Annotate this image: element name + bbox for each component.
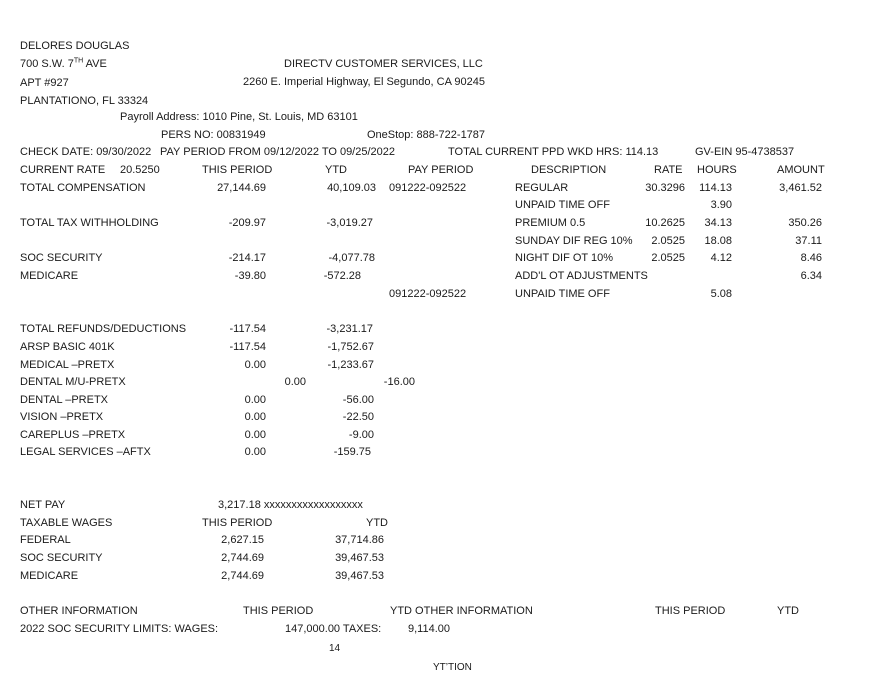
- other-info-ytd-2: YTD: [777, 605, 799, 617]
- onestop-phone: OneStop: 888-722-1787: [367, 129, 486, 141]
- footer-number: 14: [329, 643, 341, 654]
- employee-apt: APT #927: [20, 77, 69, 89]
- pay-period-range: PAY PERIOD FROM 09/12/2022 TO 09/25/2022: [160, 146, 396, 158]
- earning-hours: 114.13: [699, 182, 732, 194]
- earning-description: UNPAID TIME OFF: [515, 288, 610, 300]
- taxable-row-label: FEDERAL: [20, 534, 71, 546]
- soc-limits-wages: 147,000.00 TAXES:: [285, 623, 382, 635]
- summary-ytd: 40,109.03: [327, 182, 376, 194]
- summary-label: TOTAL COMPENSATION: [20, 182, 146, 194]
- earning-description: ADD'L OT ADJUSTMENTS: [515, 270, 648, 282]
- deduction-this-period: -117.54: [229, 323, 266, 335]
- deduction-label: CAREPLUS –PRETX: [20, 429, 126, 441]
- earning-hours: 18.08: [704, 235, 732, 247]
- taxable-ytd-header: YTD: [366, 517, 388, 529]
- earning-description: UNPAID TIME OFF: [515, 199, 610, 211]
- summary-this-period: -39.80: [234, 270, 266, 282]
- header-rate: RATE: [654, 164, 683, 176]
- summary-this-period: -209.97: [228, 217, 266, 229]
- pers-no: PERS NO: 00831949: [161, 129, 266, 141]
- deduction-this-period: 0.00: [244, 359, 266, 371]
- earning-rate: 2.0525: [651, 235, 685, 247]
- current-rate-label: CURRENT RATE: [20, 164, 106, 176]
- earning-hours: 3.90: [710, 199, 732, 211]
- summary-ytd: -3,019.27: [326, 217, 373, 229]
- header-ytd: YTD: [325, 164, 347, 176]
- deduction-ytd: -56.00: [342, 394, 374, 406]
- summary-label: MEDICARE: [20, 270, 79, 282]
- employee-city: PLANTATIONO, FL 33324: [20, 95, 149, 107]
- header-this-period: THIS PERIOD: [202, 164, 273, 176]
- employer-name: DIRECTV CUSTOMER SERVICES, LLC: [284, 58, 483, 70]
- employee-address: 700 S.W. 7TH AVE: [20, 57, 107, 70]
- taxable-row-label: SOC SECURITY: [20, 552, 103, 564]
- employer-address: 2260 E. Imperial Highway, El Segundo, CA 90245: [243, 76, 485, 88]
- earning-description: SUNDAY DIF REG 10%: [515, 235, 633, 247]
- deduction-ytd: -16.00: [383, 376, 415, 388]
- deduction-ytd: -159.75: [333, 446, 371, 458]
- deduction-ytd: -1,752.67: [327, 341, 374, 353]
- header-description: DESCRIPTION: [531, 164, 607, 176]
- soc-limits-label: 2022 SOC SECURITY LIMITS: WAGES:: [20, 623, 219, 635]
- earning-description: PREMIUM 0.5: [515, 217, 586, 229]
- deduction-ytd: -3,231.17: [326, 323, 373, 335]
- taxable-wages-label: TAXABLE WAGES: [20, 517, 113, 529]
- employee-name: DELORES DOUGLAS: [20, 40, 130, 52]
- deduction-this-period: 0.00: [284, 376, 306, 388]
- check-date: CHECK DATE: 09/30/2022: [20, 146, 152, 158]
- taxable-row-label: MEDICARE: [20, 570, 79, 582]
- earning-description: REGULAR: [515, 182, 569, 194]
- earning-amount: 350.26: [788, 217, 822, 229]
- summary-label: SOC SECURITY: [20, 252, 103, 264]
- taxable-ytd: 39,467.53: [335, 570, 384, 582]
- taxable-this-period: 2,744.69: [221, 552, 264, 564]
- summary-pay-period: 091222-092522: [389, 182, 467, 194]
- taxable-this-period: 2,744.69: [221, 570, 264, 582]
- earning-amount: 3,461.52: [779, 182, 822, 194]
- deduction-label: DENTAL –PRETX: [20, 394, 109, 406]
- deduction-label: TOTAL REFUNDS/DEDUCTIONS: [20, 323, 187, 335]
- deduction-this-period: 0.00: [244, 394, 266, 406]
- soc-limits-taxes: 9,114.00: [408, 623, 451, 635]
- summary-label: TOTAL TAX WITHHOLDING: [20, 217, 159, 229]
- deduction-this-period: 0.00: [244, 446, 266, 458]
- net-pay-label: NET PAY: [20, 499, 66, 511]
- earning-amount: 6.34: [800, 270, 822, 282]
- earning-rate: 10.2625: [645, 217, 685, 229]
- deduction-ytd: -22.50: [342, 411, 374, 423]
- summary-ytd: -4,077.78: [328, 252, 375, 264]
- other-info-ytd-other: YTD OTHER INFORMATION: [390, 605, 533, 617]
- header-hours: HOURS: [697, 164, 737, 176]
- total-hours: TOTAL CURRENT PPD WKD HRS: 114.13: [448, 146, 659, 158]
- deduction-this-period: 0.00: [244, 429, 266, 441]
- earning-rate: 30.3296: [645, 182, 685, 194]
- net-pay-value: 3,217.18 xxxxxxxxxxxxxxxxxx: [218, 499, 363, 511]
- header-amount: AMOUNT: [777, 164, 825, 176]
- earning-amount: 37.11: [795, 235, 822, 247]
- summary-ytd: -572.28: [323, 270, 361, 282]
- deduction-label: ARSP BASIC 401K: [20, 341, 115, 353]
- deduction-label: MEDICAL –PRETX: [20, 359, 115, 371]
- deduction-this-period: 0.00: [244, 411, 266, 423]
- header-pay-period: PAY PERIOD: [408, 164, 474, 176]
- earning-rate: 2.0525: [651, 252, 685, 264]
- second-pay-period: 091222-092522: [389, 288, 467, 300]
- earning-amount: 8.46: [800, 252, 822, 264]
- footer-ytd-text: YT’TION: [433, 662, 472, 673]
- earning-hours: 4.12: [710, 252, 732, 264]
- taxable-ytd: 39,467.53: [335, 552, 384, 564]
- other-info-this-period: THIS PERIOD: [243, 605, 314, 617]
- other-info-label: OTHER INFORMATION: [20, 605, 138, 617]
- deduction-this-period: -117.54: [229, 341, 266, 353]
- ein: GV-EIN 95-4738537: [695, 146, 795, 158]
- summary-this-period: -214.17: [228, 252, 266, 264]
- earning-hours: 34.13: [704, 217, 732, 229]
- earning-description: NIGHT DIF OT 10%: [515, 252, 614, 264]
- taxable-ytd: 37,714.86: [335, 534, 384, 546]
- taxable-this-period: 2,627.15: [221, 534, 264, 546]
- payroll-address: Payroll Address: 1010 Pine, St. Louis, MD 63101: [120, 111, 358, 123]
- deduction-ytd: -1,233.67: [327, 359, 374, 371]
- current-rate-value: 20.5250: [120, 164, 160, 176]
- summary-this-period: 27,144.69: [217, 182, 266, 194]
- deduction-label: VISION –PRETX: [20, 411, 104, 423]
- deduction-ytd: -9.00: [348, 429, 374, 441]
- earning-hours: 5.08: [710, 288, 732, 300]
- taxable-this-period-header: THIS PERIOD: [202, 517, 273, 529]
- other-info-this-period-2: THIS PERIOD: [655, 605, 726, 617]
- deduction-label: DENTAL M/U-PRETX: [20, 376, 126, 388]
- deduction-label: LEGAL SERVICES –AFTX: [20, 446, 151, 458]
